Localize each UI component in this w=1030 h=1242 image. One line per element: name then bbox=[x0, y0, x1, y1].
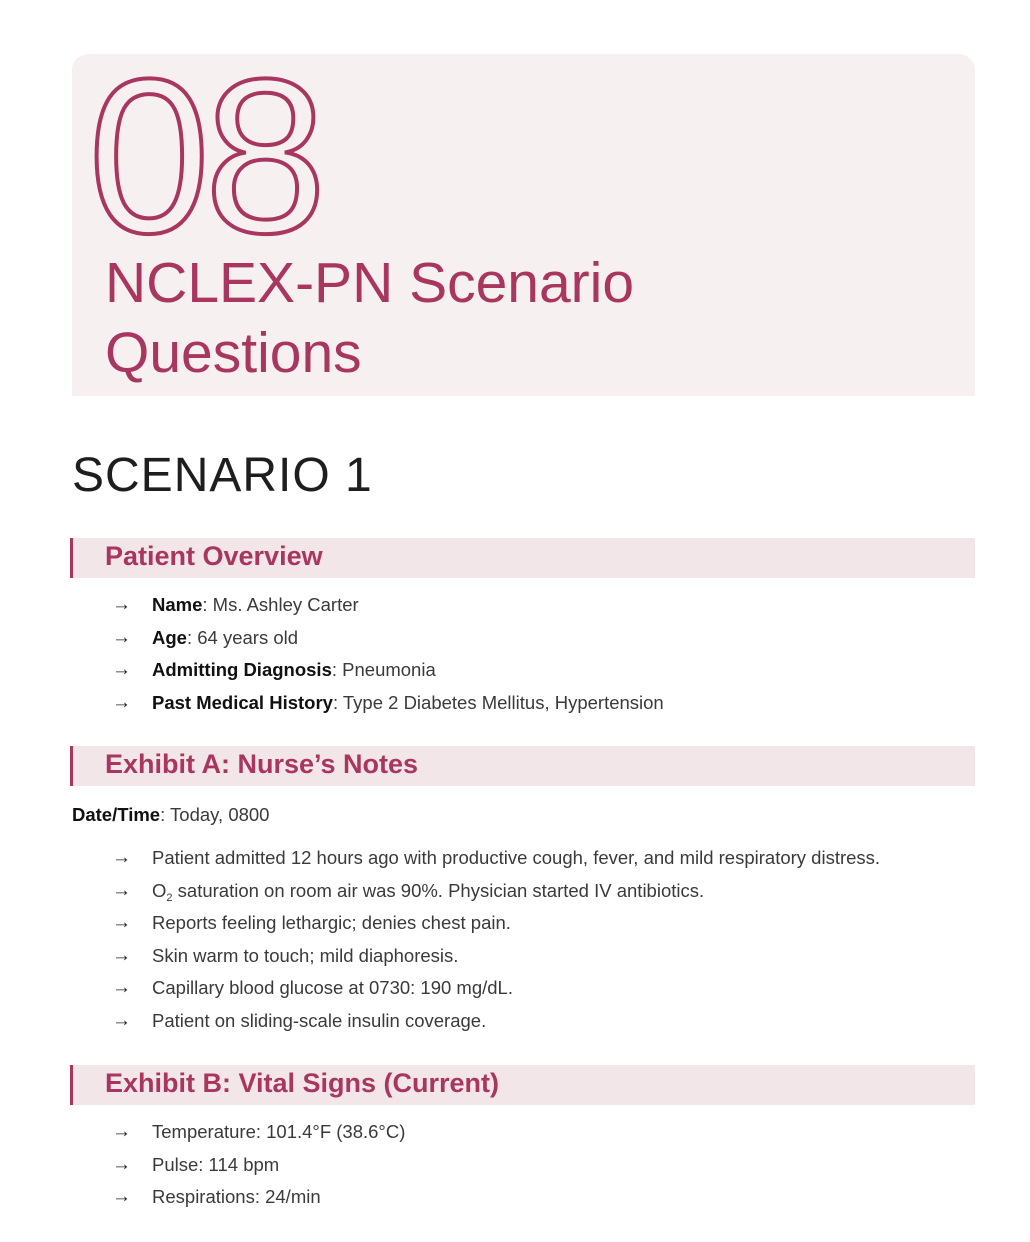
arrow-right-icon: → bbox=[112, 847, 131, 868]
list-item bbox=[112, 875, 880, 908]
list-item bbox=[112, 1005, 880, 1038]
list-item bbox=[112, 907, 880, 940]
field-label: Age bbox=[152, 626, 187, 648]
nurses-notes-list bbox=[112, 842, 880, 1038]
section-title: Exhibit B: Vital Signs (Current) bbox=[105, 1068, 500, 1098]
section-exhibit-b bbox=[70, 1065, 975, 1105]
list-item bbox=[112, 940, 880, 973]
list-item bbox=[112, 842, 880, 875]
arrow-right-icon: → bbox=[112, 594, 131, 615]
list-item bbox=[112, 1181, 405, 1214]
arrow-right-icon: → bbox=[112, 659, 131, 681]
arrow-right-icon: → bbox=[112, 944, 131, 966]
section-title: Patient Overview bbox=[105, 541, 323, 571]
field-value: : Pneumonia bbox=[331, 659, 436, 681]
note-text: Patient on sliding-scale insulin coverage. bbox=[152, 1009, 487, 1031]
note-text: Capillary blood glucose at 0730: 190 mg/dL. bbox=[152, 977, 513, 999]
scenario-heading: SCENARIO 1 bbox=[72, 449, 373, 502]
field-label: Past Medical History bbox=[152, 691, 333, 713]
field-label: Name bbox=[152, 594, 203, 615]
datetime-label: Date/Time bbox=[72, 804, 161, 825]
section-exhibit-a bbox=[70, 746, 975, 786]
vital-text: Temperature: 101.4°F (38.6°C) bbox=[152, 1121, 406, 1142]
exhibit-a-datetime bbox=[72, 802, 269, 828]
arrow-right-icon: → bbox=[112, 1009, 131, 1031]
note-text: Skin warm to touch; mild diaphoresis. bbox=[152, 944, 459, 966]
note-text: saturation on room air was 90%. Physician started IV antibiotics. bbox=[172, 879, 705, 901]
list-item bbox=[112, 972, 880, 1005]
arrow-right-icon: → bbox=[112, 1186, 131, 1208]
vital-signs-list bbox=[112, 1116, 405, 1214]
chapter-number: 08 bbox=[88, 33, 321, 279]
vital-text: Pulse: 114 bpm bbox=[152, 1153, 280, 1175]
list-item bbox=[112, 589, 664, 622]
field-value: : Ms. Ashley Carter bbox=[202, 594, 359, 615]
arrow-right-icon: → bbox=[112, 879, 131, 901]
note-subscript: 2 bbox=[166, 891, 173, 904]
arrow-right-icon: → bbox=[112, 977, 131, 999]
datetime-value: : Today, 0800 bbox=[160, 804, 270, 825]
arrow-right-icon: → bbox=[112, 626, 131, 648]
field-label: Admitting Diagnosis bbox=[152, 659, 332, 681]
list-item bbox=[112, 622, 664, 655]
list-item bbox=[112, 687, 664, 720]
field-value: : 64 years old bbox=[186, 626, 299, 648]
arrow-right-icon: → bbox=[112, 1153, 131, 1175]
section-patient-overview bbox=[70, 538, 975, 578]
note-text: Reports feeling lethargic; denies chest pain. bbox=[152, 912, 511, 934]
note-text-o: O bbox=[152, 879, 167, 901]
list-item bbox=[112, 1149, 405, 1182]
list-item bbox=[112, 1116, 405, 1149]
list-item bbox=[112, 654, 664, 687]
note-text: Patient admitted 12 hours ago with productive cough, fever, and mild respiratory distress. bbox=[152, 847, 881, 868]
vital-text: Respirations: 24/min bbox=[152, 1186, 321, 1208]
arrow-right-icon: → bbox=[112, 1121, 131, 1142]
arrow-right-icon: → bbox=[112, 691, 131, 713]
chapter-title: NCLEX-PN Scenario Questions bbox=[105, 251, 635, 385]
section-title: Exhibit A: Nurse’s Notes bbox=[105, 749, 419, 779]
patient-overview-list bbox=[112, 589, 664, 719]
arrow-right-icon: → bbox=[112, 912, 131, 934]
field-value: : Type 2 Diabetes Mellitus, Hypertension bbox=[332, 691, 664, 713]
